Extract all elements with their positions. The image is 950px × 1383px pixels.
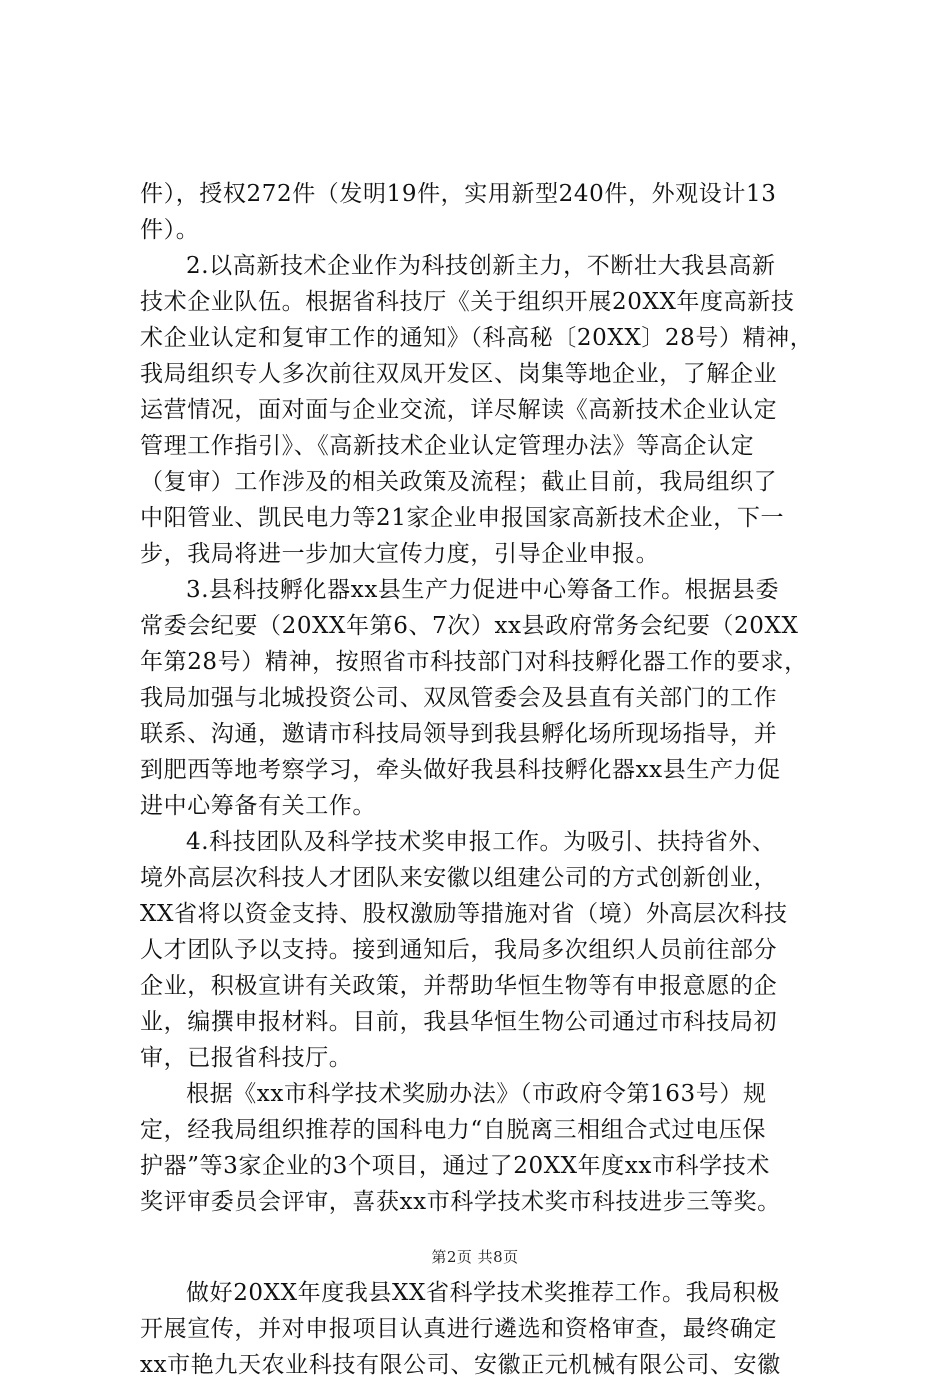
paragraph-incubator xyxy=(140,572,835,824)
paragraph-city-award xyxy=(140,1076,835,1220)
text-line: 审，已报省科技厅。 xyxy=(140,1045,353,1071)
page-footer: 第2页 共8页 xyxy=(431,1248,519,1266)
text-line: 管理工作指引》、《高新技术企业认定管理办法》等高企认定 xyxy=(140,433,755,459)
text-line: xx市艳九天农业科技有限公司、安徽正元机械有限公司、安徽 xyxy=(140,1352,781,1378)
text-line: 2.以高新技术企业作为科技创新主力，不断壮大我县高新 xyxy=(186,253,776,279)
paragraph-province-award xyxy=(140,1275,835,1383)
text-line: 根据《xx市科学技术奖励办法》（市政府令第163号）规 xyxy=(186,1081,767,1107)
paragraph-tech-teams xyxy=(140,824,835,1076)
paragraph-high-tech-enterprises xyxy=(140,248,835,572)
text-line: 业，编撰申报材料。目前，我县华恒生物公司通过市科技局初 xyxy=(140,1009,778,1035)
text-line: XX省将以资金支持、股权激励等措施对省（境）外高层次科技 xyxy=(140,901,788,927)
text-line: 奖评审委员会评审，喜获xx市科学技术奖市科技进步三等奖。 xyxy=(140,1189,781,1215)
text-line: 企业，积极宣讲有关政策，并帮助华恒生物等有申报意愿的企 xyxy=(140,973,778,999)
paragraph-patents xyxy=(140,176,835,248)
text-line: 中阳管业、凯民电力等21家企业申报国家高新技术企业，下一 xyxy=(140,505,785,531)
document-body xyxy=(140,176,835,1383)
text-line: 件）。 xyxy=(140,217,200,243)
text-line: 常委会纪要（20XX年第6、7次）xx县政府常务会纪要（20XX xyxy=(140,613,799,639)
text-line: 技术企业队伍。根据省科技厅《关于组织开展20XX年度高新技 xyxy=(140,289,795,315)
text-line: 我局加强与北城投资公司、双凤管委会及县直有关部门的工作 xyxy=(140,685,778,711)
text-line: 我局组织专人多次前往双凤开发区、岗集等地企业，了解企业 xyxy=(140,361,778,387)
text-line: 开展宣传，并对申报项目认真进行遴选和资格审查，最终确定 xyxy=(140,1316,778,1342)
text-line: 运营情况，面对面与企业交流，详尽解读《高新技术企业认定 xyxy=(140,397,778,423)
text-line: 人才团队予以支持。接到通知后，我局多次组织人员前往部分 xyxy=(140,937,778,963)
text-line: 境外高层次科技人才团队来安徽以组建公司的方式创新创业， xyxy=(140,865,778,891)
text-line: 年第28号）精神，按照省市科技部门对科技孵化器工作的要求， xyxy=(140,649,808,675)
text-line: （复审）工作涉及的相关政策及流程；截止目前，我局组织了 xyxy=(140,469,778,495)
text-line: 4.科技团队及科学技术奖申报工作。为吸引、扶持省外、 xyxy=(186,829,776,855)
text-line: 到肥西等地考察学习，牵头做好我县科技孵化器xx县生产力促 xyxy=(140,757,781,783)
text-line: 进中心筹备有关工作。 xyxy=(140,793,376,819)
text-line: 做好20XX年度我县XX省科学技术奖推荐工作。我局积极 xyxy=(186,1280,780,1306)
text-line: 3.县科技孵化器xx县生产力促进中心筹备工作。根据县委 xyxy=(186,577,780,603)
text-line: 护器”等3家企业的3个项目，通过了20XX年度xx市科学技术 xyxy=(140,1153,770,1179)
text-line: 术企业认定和复审工作的通知》（科高秘〔20XX〕28号）精神， xyxy=(140,325,814,351)
text-line: 联系、沟通，邀请市科技局领导到我县孵化场所现场指导，并 xyxy=(140,721,778,747)
text-line: 件），授权272件（发明19件，实用新型240件，外观设计13 xyxy=(140,181,777,207)
text-line: 步，我局将进一步加大宣传力度，引导企业申报。 xyxy=(140,541,660,567)
text-line: 定，经我局组织推荐的国科电力“自脱离三相组合式过电压保 xyxy=(140,1117,766,1143)
